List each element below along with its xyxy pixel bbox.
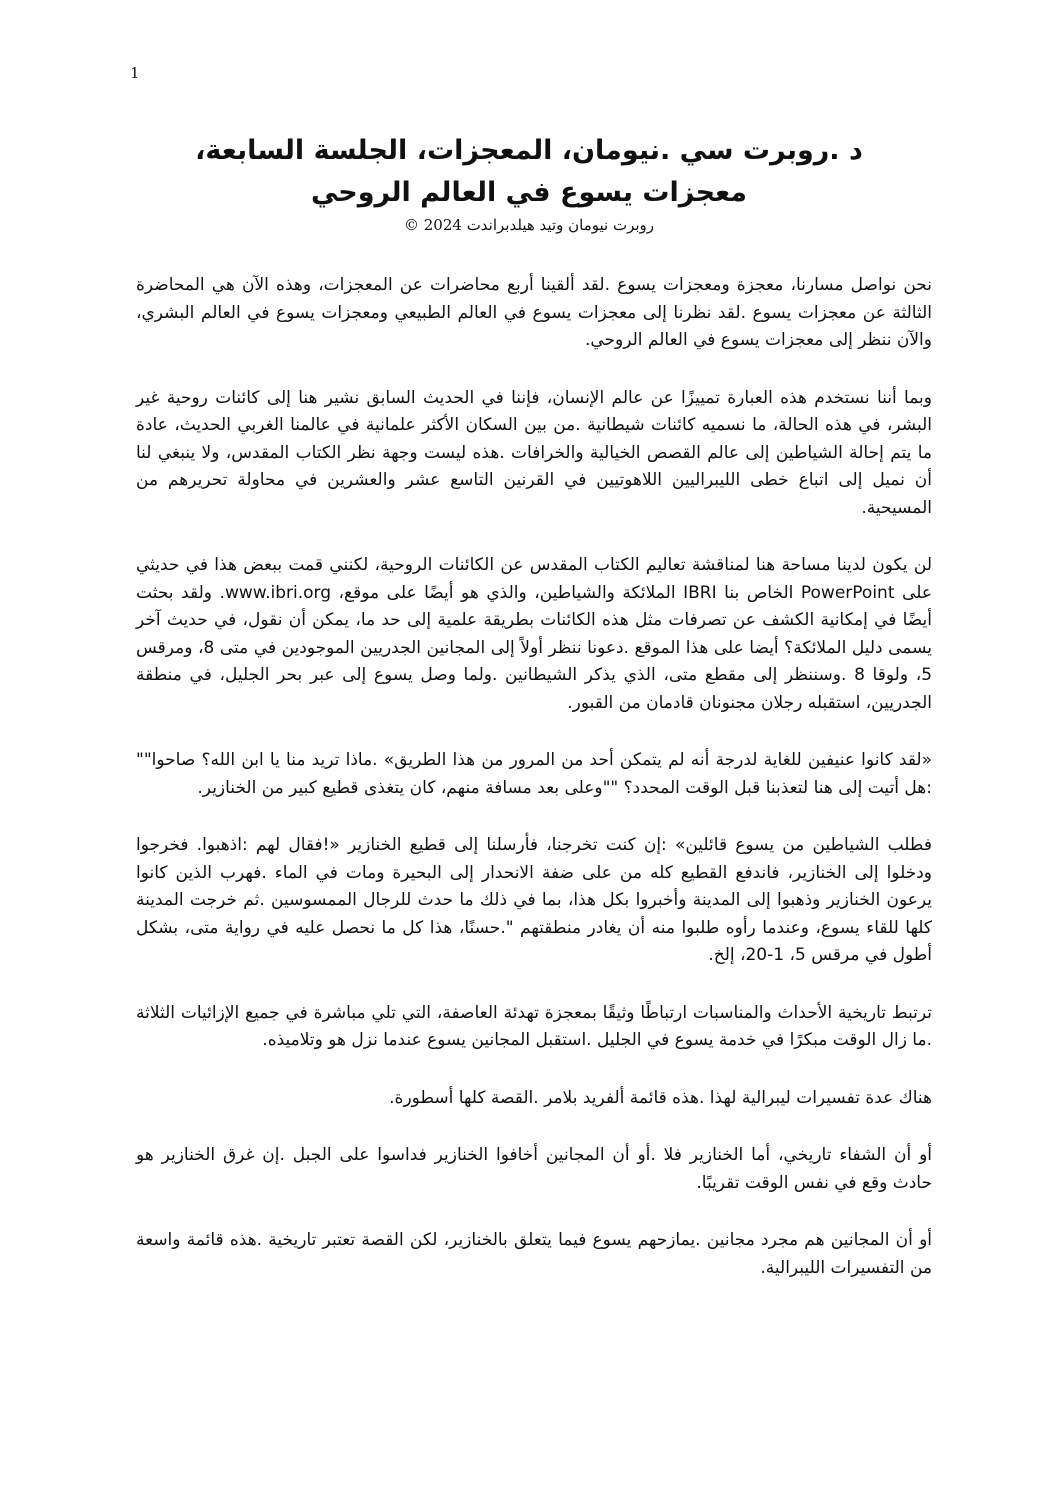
document-header (120, 130, 938, 236)
document-title-line-1: د .روبرت سي .نيومان، المعجزات، الجلسة السابعة، (195, 135, 863, 166)
document-title-line-2: معجزات يسوع في العالم الروحي (310, 177, 747, 208)
body-paragraph-8: أو أن الشفاء تاريخي، أما الخنازير فلا .أو أن المجانين أخافوا الخنازير فداسوا على الجبل .إن غرق الخنازير هو حادث وقع في نفس الوقت تقريبًا. (136, 1145, 932, 1193)
page-number: 1 (130, 64, 140, 82)
body-paragraph-1: نحن نواصل مسارنا، معجزة ومعجزات يسوع .لقد ألقينا أربع محاضرات عن المعجزات، وهذه الآن هي المحاضرة الثالثة عن معجزات يسوع .لقد نظرنا إلى معجزات يسوع في العالم الطبيعي ومعجزات يسوع في العالم البشري، والآن ننظر إلى معجزات يسوع في العالم الروحي. (136, 275, 932, 350)
copyright-line: © 2024 روبرت نيومان وتيد هيلدبراندت (403, 216, 655, 234)
document-body (136, 272, 932, 1312)
body-paragraph-2: وبما أننا نستخدم هذه العبارة تمييزًا عن عالم الإنسان، فإننا في الحديث السابق نشير هنا إلى كائنات روحية غير البشر، في هذه الحالة، ما نسميه كائنات شيطانية .من بين السكان الأكثر علمانية في عالمنا الغربي الحديث، عادة ما يتم إحالة الشياطين إلى عالم القصص الخيالية والخرافات .هذه ليست وجهة نظر الكتاب المقدس، ولا ينبغي لنا أن نميل إلى اتباع خطى الليبراليين اللاهوتيين في القرنين التاسع عشر والعشرين في محاولة تحريرهم من المسيحية. (136, 387, 932, 518)
body-paragraph-3: لن يكون لدينا مساحة هنا لمناقشة تعاليم الكتاب المقدس عن الكائنات الروحية، لكنني قمت ببعض هذا في حديثي على PowerPoint الخاص بنا IBRI الملائكة والشياطين، والذي هو أيضًا على موقع، www.ibri.org. ولقد بحثت أيضًا في إمكانية الكشف عن تصرفات مثل هذه الكائنات بطريقة علمية إلى حد ما، يمكن أن نقول، في حديث آخر يسمى دليل الملائكة؟ أيضا على هذا الموقع .دعونا ننظر أولاً إلى المجانين الجدريين الموجودين في متى 8، ومرقس 5، ولوقا 8 .وسننظر إلى مقطع متى، الذي يذكر الشيطانين .ولما وصل يسوع إلى عبر بحر الجليل، في منطقة الجدريين، استقبله رجلان مجنونان قادمان من القبور. (136, 555, 933, 713)
body-paragraph-4: «لقد كانوا عنيفين للغاية لدرجة أنه لم يتمكن أحد من المرور من هذا الطريق» .ماذا تريد منا يا ابن الله؟ صاحوا"" :هل أتيت إلى هنا لتعذبنا قبل الوقت المحدد؟ ""وعلى بعد مسافة منهم، كان يتغذى قطيع كبير من الخنازير. (136, 750, 932, 798)
body-paragraph-7: هناك عدة تفسيرات ليبرالية لهذا .هذه قائمة ألفريد بلامر .القصة كلها أسطورة. (389, 1087, 932, 1108)
body-paragraph-9: أو أن المجانين هم مجرد مجانين .يمازحهم يسوع فيما يتعلق بالخنازير، لكن القصة تعتبر تاريخية .هذه قائمة واسعة من التفسيرات الليبرالية. (136, 1230, 932, 1278)
body-paragraph-5: فطلب الشياطين من يسوع قائلين» :إن كنت تخرجنا، فأرسلنا إلى قطيع الخنازير «!فقال لهم :اذهبوا. فخرجوا ودخلوا إلى الخنازير، فاندفع القطيع كله من على ضفة الانحدار إلى البحيرة ومات في الماء .فهرب الذين كانوا يرعون الخنازير وذهبوا إلى المدينة وأخبروا بكل هذا، بما في ذلك ما حدث للرجال الممسوسين .ثم خرجت المدينة كلها للقاء يسوع، وعندما رأوه طلبوا منه أن يغادر منطقتهم ".حسنًا، هذا كل ما نحصل عليه في رواية متى، بشكل أطول في مرقس 5، 1-20، إلخ. (136, 835, 932, 965)
body-paragraph-6: ترتبط تاريخية الأحداث والمناسبات ارتباطًا وثيقًا بمعجزة تهدئة العاصفة، التي تلي مباشرة في جميع الإزائيات الثلاثة .ما زال الوقت مبكرًا في خدمة يسوع في الجليل .استقبل المجانين يسوع عندما نزل هو وتلاميذه. (136, 1002, 932, 1050)
